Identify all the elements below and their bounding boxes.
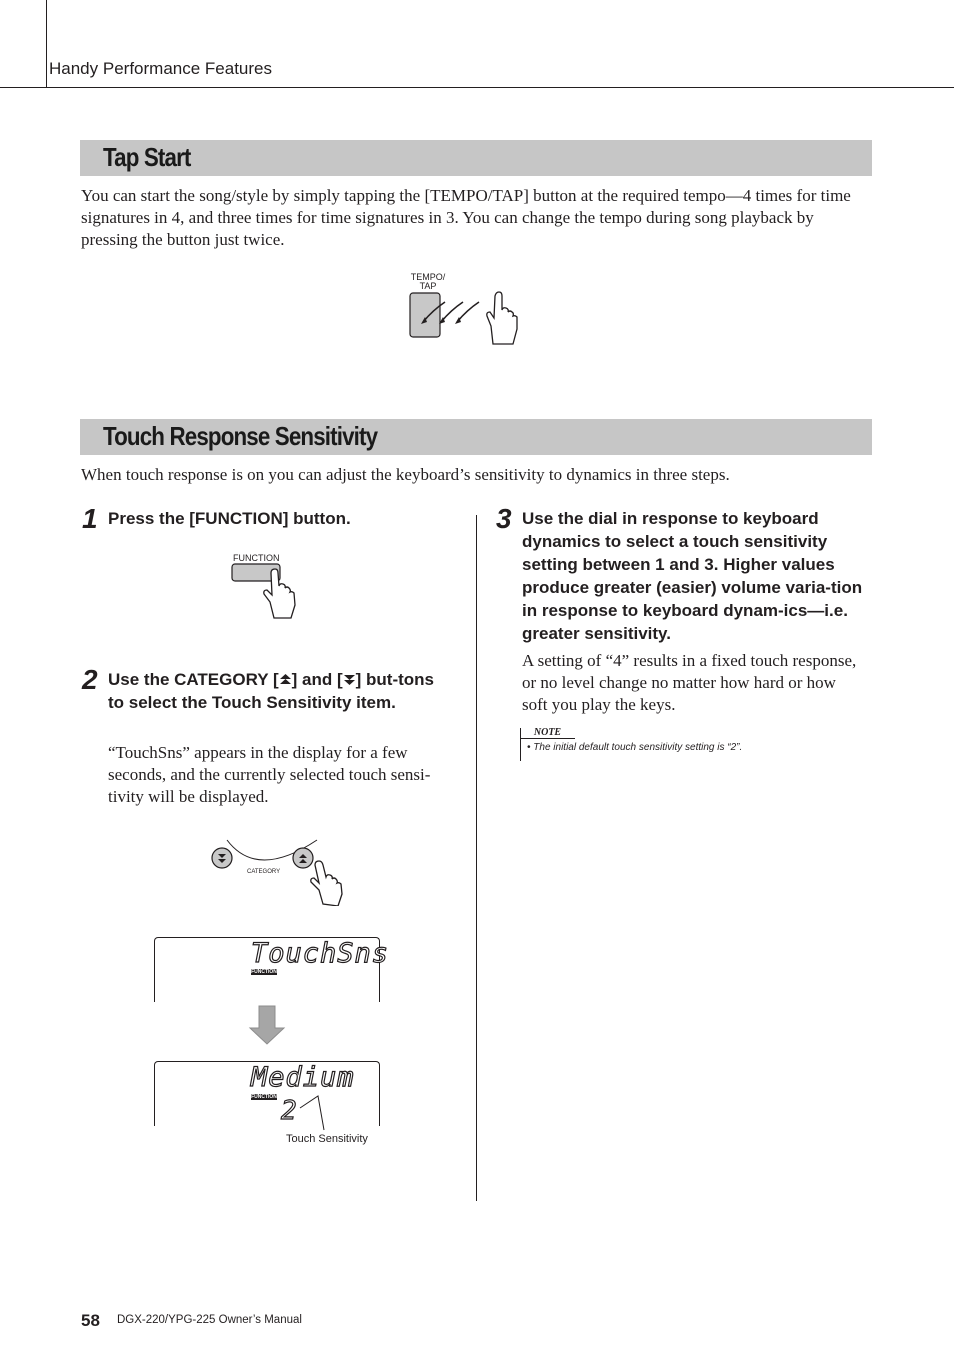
step2-heading: Use the CATEGORY [ ] and [ ] but-tons to select the Touch Sensitivity item. (108, 670, 435, 712)
tempo-tap-illustration (405, 272, 525, 350)
column-divider (476, 515, 477, 1201)
note-tag: NOTE (520, 727, 575, 739)
page-number: 58 (81, 1311, 100, 1330)
lcd-text: TouchSns (251, 938, 390, 969)
running-header: Handy Performance Features (49, 59, 272, 78)
category-up-icon (279, 673, 292, 686)
down-arrow-icon (248, 1004, 286, 1046)
step3-heading: Use the dial in response to keyboard dynamics to select a touch sensitivity setting between 1 and 3. Higher values produce greater (easier) volume varia-tion in response to keyboard dynam-ics—i.e. greater sensitivity. (522, 509, 863, 643)
manual-title: DGX-220/YPG-225 Owner’s Manual (117, 1314, 302, 1326)
step3-body: A setting of “4” results in a fixed touch response, or no level change no matter how hard or how soft you play the keys. (522, 651, 857, 714)
callout-lines (290, 1090, 340, 1135)
section-heading-touch-response (80, 419, 872, 455)
step2-body: “TouchSns” appears in the display for a few seconds, and the currently selected touch sensi-tivity will be displayed. (108, 743, 431, 806)
category-down-icon (343, 673, 356, 686)
lcd-text: Medium (251, 1062, 355, 1093)
lcd-display-medium (154, 1061, 380, 1126)
function-indicator: FUNCTION (251, 969, 277, 975)
press-hand-icon (230, 550, 310, 622)
step1-heading: Press the [FUNCTION] button. (108, 509, 351, 528)
header-rule-vertical (46, 0, 47, 87)
lcd-display-touchsns (154, 937, 390, 1002)
section-heading-tap-start (80, 140, 872, 176)
function-button-illustration (230, 550, 310, 622)
tempo-tap-label: TEMPO/ TAP (410, 272, 446, 291)
tap-hand-icon (405, 272, 525, 350)
step-number: 1 (82, 503, 98, 534)
category-label: CATEGORY (247, 869, 281, 875)
note-text: • The initial default touch sensitivity setting is “2”. (527, 742, 743, 753)
function-button-label: FUNCTION (233, 553, 280, 563)
tap-start-body: You can start the song/style by simply tapping the [TEMPO/TAP] button at the required tempo—4 times for time signatures in 4, and three times for time signatures in 3. You can change the tempo during song playback by pressing the button just twice. (81, 186, 851, 249)
section-title: Tap Start (103, 142, 191, 172)
touch-response-intro: When touch response is on you can adjust the keyboard’s sensitivity to dynamics in three steps. (81, 465, 730, 484)
step-number: 3 (496, 503, 512, 534)
step-number: 2 (82, 664, 98, 695)
header-rule (0, 87, 954, 88)
section-title: Touch Response Sensitivity (103, 421, 378, 451)
lcd-value: 2 (281, 1096, 297, 1126)
category-buttons-illustration (205, 838, 345, 906)
function-indicator: FUNCTION (251, 1094, 277, 1100)
touch-sensitivity-callout: Touch Sensitivity (286, 1133, 368, 1145)
